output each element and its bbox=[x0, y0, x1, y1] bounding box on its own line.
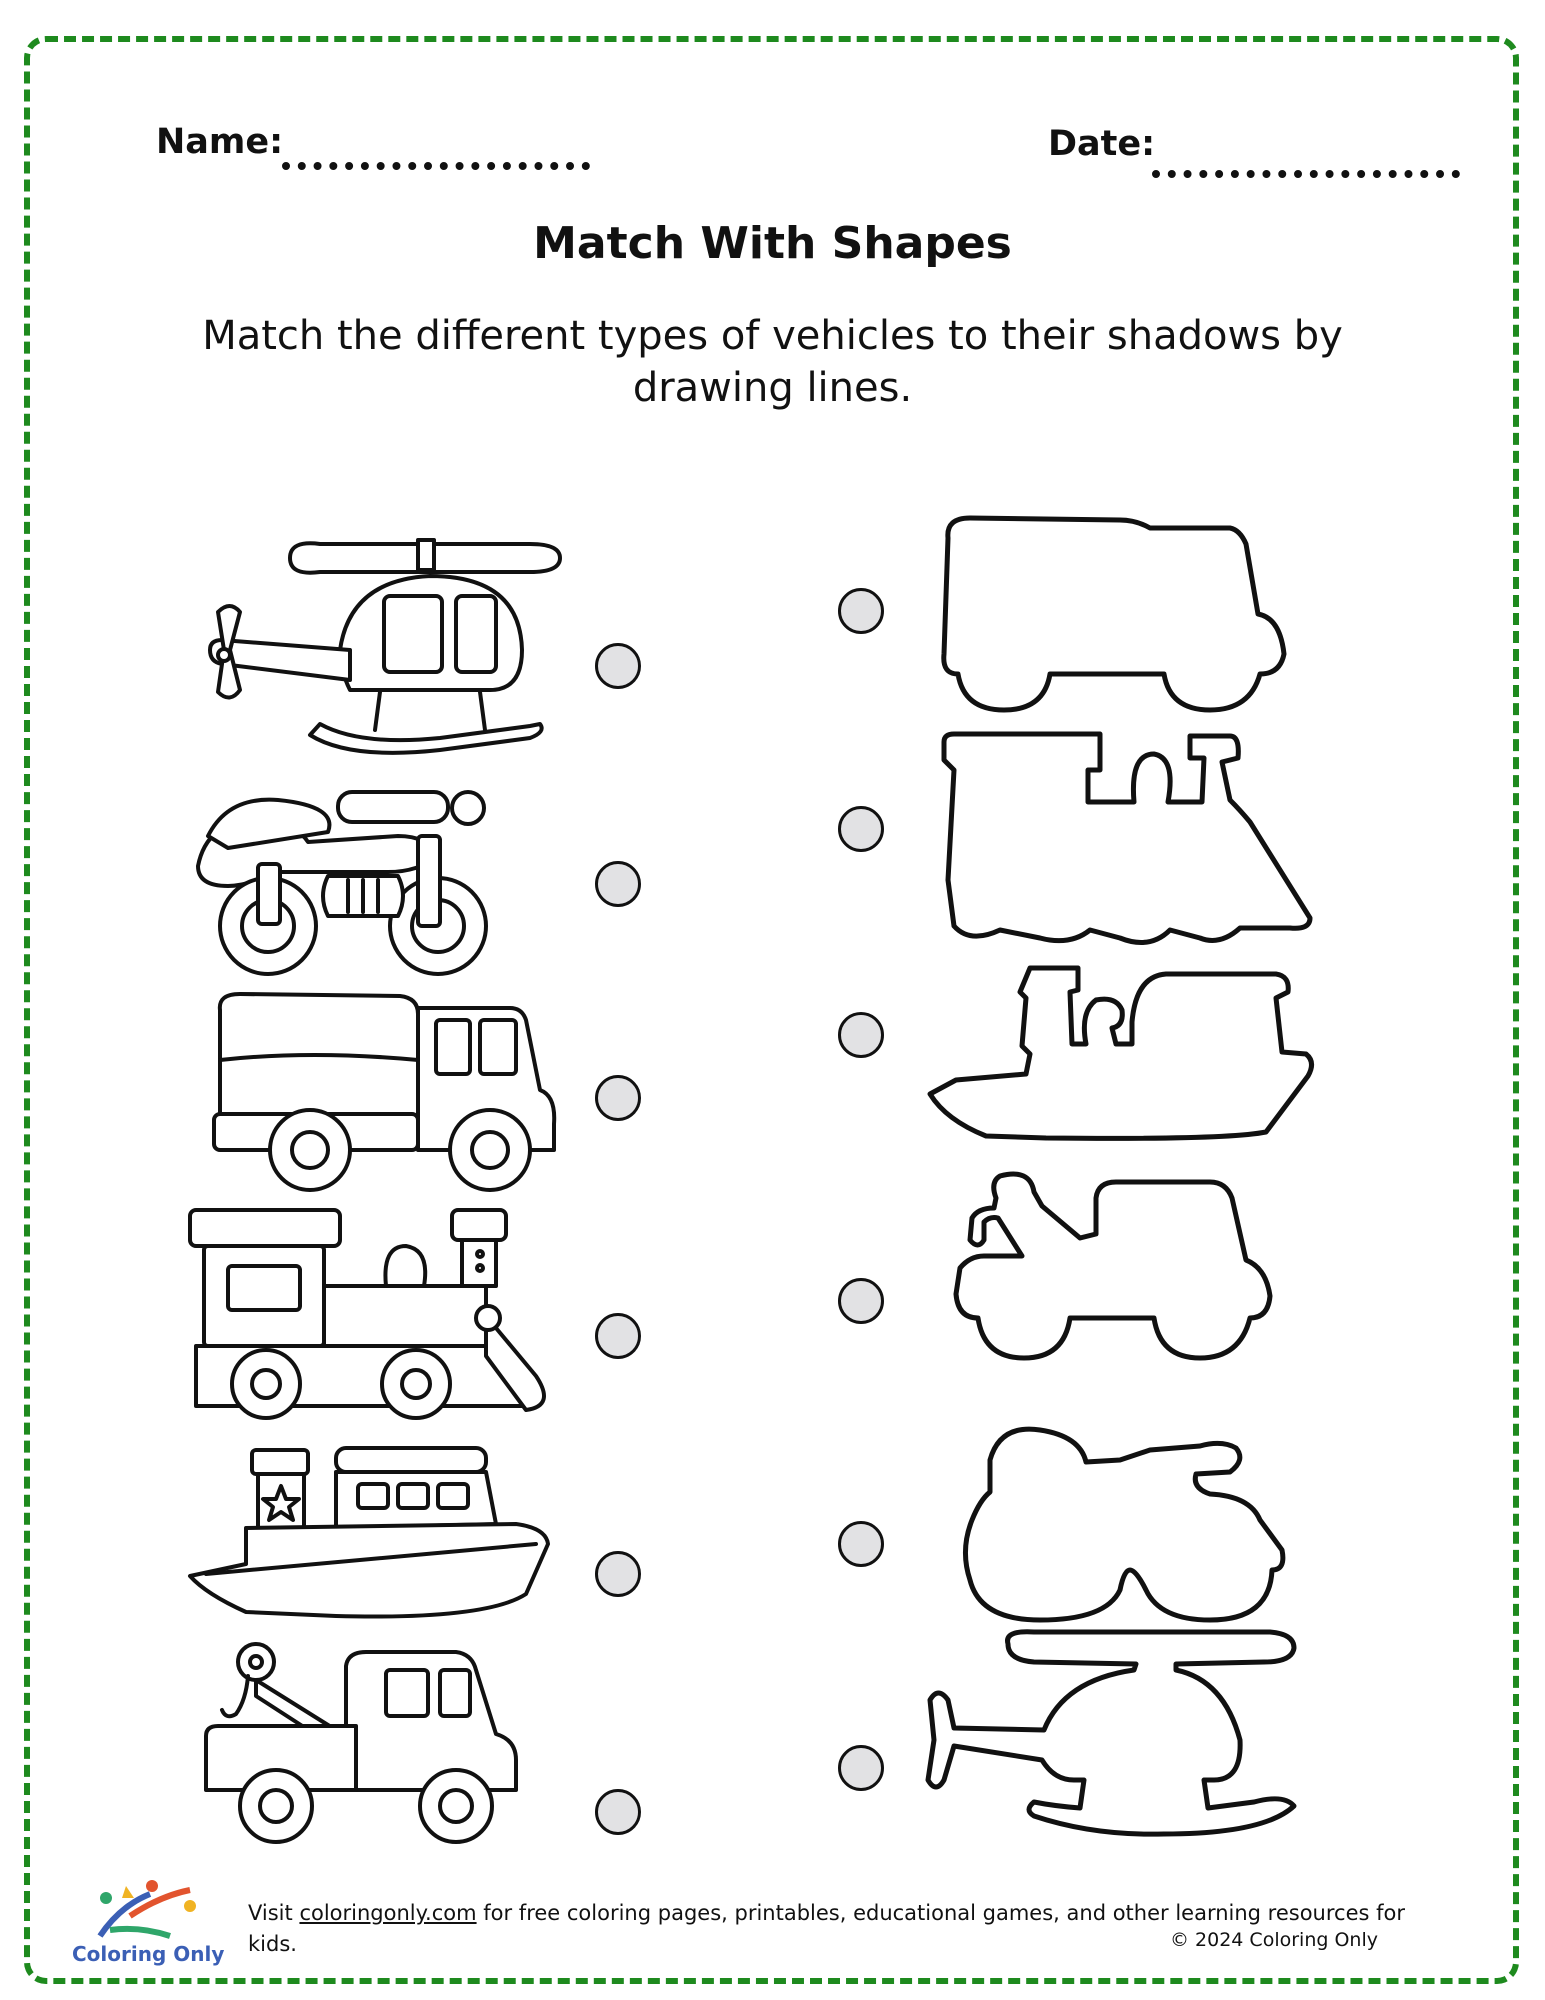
right-dot-4[interactable] bbox=[838, 1278, 884, 1324]
instructions: Match the different types of vehicles to their shadows by drawing lines. bbox=[202, 313, 1343, 411]
left-dot-1[interactable] bbox=[595, 643, 641, 689]
boat-shadow-icon bbox=[926, 962, 1316, 1142]
helicopter-shadow-icon bbox=[924, 1630, 1304, 1860]
tow-truck-icon bbox=[196, 1640, 536, 1850]
left-dot-3[interactable] bbox=[595, 1075, 641, 1121]
name-field[interactable] bbox=[282, 162, 590, 170]
page-title: Match With Shapes bbox=[533, 218, 1012, 269]
left-dot-6[interactable] bbox=[595, 1789, 641, 1835]
truck-icon bbox=[210, 990, 560, 1200]
train-shadow-icon bbox=[940, 730, 1320, 950]
footer-visit-prefix: Visit bbox=[248, 1901, 300, 1925]
train-icon bbox=[186, 1206, 566, 1426]
right-dot-5[interactable] bbox=[838, 1521, 884, 1567]
logo-text: Coloring Only bbox=[72, 1942, 225, 1966]
left-dot-2[interactable] bbox=[595, 861, 641, 907]
boat-icon bbox=[186, 1444, 556, 1634]
right-dot-6[interactable] bbox=[838, 1745, 884, 1791]
helicopter-icon bbox=[200, 540, 570, 770]
name-label: Name: bbox=[156, 122, 284, 162]
date-field[interactable] bbox=[1152, 170, 1460, 178]
left-dot-5[interactable] bbox=[595, 1551, 641, 1597]
right-dot-2[interactable] bbox=[838, 806, 884, 852]
copyright: © 2024 Coloring Only bbox=[1170, 1929, 1378, 1951]
date-label: Date: bbox=[1048, 124, 1156, 164]
footer-link[interactable]: coloringonly.com bbox=[299, 1901, 477, 1925]
motorcycle-icon bbox=[188, 776, 518, 976]
tow-truck-shadow-icon bbox=[950, 1168, 1290, 1388]
footer-visit-suffix: for free coloring pages, printables, educational games, and other learning resources for kids. bbox=[248, 1901, 1405, 1956]
right-dot-3[interactable] bbox=[838, 1012, 884, 1058]
right-dot-1[interactable] bbox=[838, 588, 884, 634]
truck-shadow-icon bbox=[940, 514, 1290, 714]
left-dot-4[interactable] bbox=[595, 1313, 641, 1359]
motorcycle-shadow-icon bbox=[960, 1420, 1290, 1630]
